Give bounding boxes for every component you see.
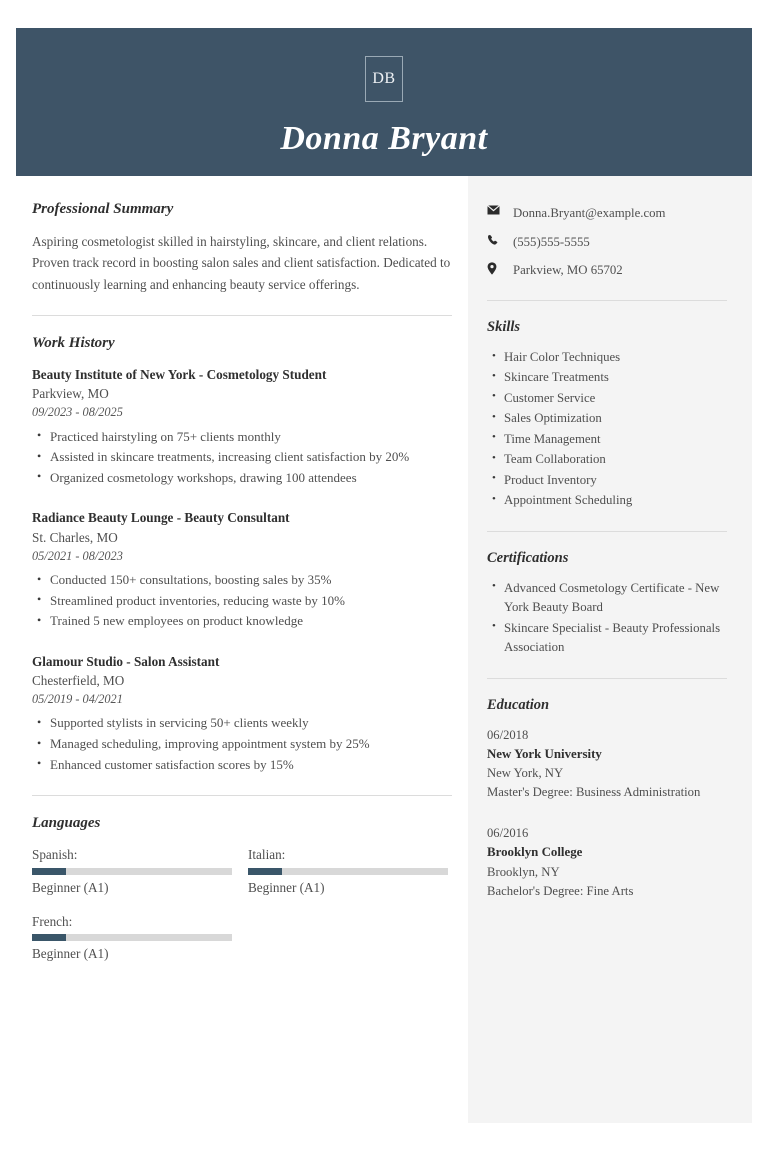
certification-item: • Skincare Specialist - Beauty Professionals Association — [504, 619, 727, 658]
education-degree: Master's Degree: Business Administration — [487, 785, 701, 800]
skill-item: • Time Management — [504, 430, 727, 449]
job-location: Parkview, MO — [32, 386, 109, 402]
job-location: St. Charles, MO — [32, 529, 118, 545]
skill-item: • Skincare Treatments — [504, 368, 727, 387]
main-column — [32, 200, 452, 978]
sidebar-content — [487, 204, 727, 901]
certifications-list — [487, 579, 727, 658]
language-name: Italian: — [248, 847, 286, 863]
section-title-skills: Skills — [487, 318, 521, 335]
education-item — [487, 824, 727, 900]
envelope-icon — [487, 204, 507, 215]
divider — [32, 315, 452, 316]
skill-item: • Appointment Scheduling — [504, 491, 727, 510]
language-item — [32, 912, 232, 965]
contact-phone-row — [487, 233, 727, 252]
page-title: Donna Bryant — [280, 120, 488, 157]
job-bullet: • Managed scheduling, improving appointment system by 25% — [50, 734, 452, 755]
job-bullet-list — [32, 713, 452, 775]
sidebar-divider — [487, 678, 727, 679]
job-dates: 05/2019 - 04/2021 — [32, 692, 123, 707]
job-title: Beauty Institute of New York - Cosmetology Student — [32, 367, 327, 383]
language-progress-track — [32, 934, 232, 941]
skill-item: • Team Collaboration — [504, 450, 727, 469]
section-title-certifications: Certifications — [487, 549, 569, 566]
job-bullet: • Streamlined product inventories, reducing waste by 10% — [50, 591, 452, 612]
contact-address: Parkview, MO 65702 — [513, 263, 623, 278]
job-dates: 09/2023 - 08/2025 — [32, 405, 123, 420]
education-item — [487, 726, 727, 802]
language-item — [248, 845, 448, 898]
section-skills — [487, 319, 727, 511]
phone-icon — [487, 233, 507, 246]
skill-item: • Sales Optimization — [504, 409, 727, 428]
sidebar-divider — [487, 531, 727, 532]
section-contact — [487, 204, 727, 280]
job-bullet: • Practiced hairstyling on 75+ clients monthly — [50, 427, 452, 448]
contact-email: Donna.Bryant@example.com — [513, 206, 666, 220]
skill-item: • Hair Color Techniques — [504, 348, 727, 367]
section-title-education: Education — [487, 696, 550, 713]
job-bullet: • Enhanced customer satisfaction scores by 15% — [50, 755, 452, 776]
job-bullet: • Trained 5 new employees on product knowledge — [50, 611, 452, 632]
work-history-item — [32, 508, 452, 631]
resume-header — [16, 28, 752, 176]
job-title: Radiance Beauty Lounge - Beauty Consultant — [32, 510, 290, 526]
language-level: Beginner (A1) — [32, 879, 109, 895]
language-name: French: — [32, 913, 73, 929]
education-location: Brooklyn, NY — [487, 864, 560, 879]
job-bullet-list — [32, 570, 452, 632]
professional-summary-text: Aspiring cosmetologist skilled in hairstyling, skincare, and client relations. Proven track record in boosting salon sales and client satisfaction. Dedicated to continuously learning and enhancing beauty service offerings. — [32, 234, 451, 292]
language-progress-track — [32, 868, 232, 875]
work-history-item — [32, 652, 452, 775]
section-professional-summary — [32, 200, 452, 295]
education-school: New York University — [487, 746, 602, 761]
language-progress-fill — [32, 934, 66, 941]
contact-phone: (555)555-5555 — [513, 234, 590, 249]
job-bullet: • Supported stylists in servicing 50+ clients weekly — [50, 713, 452, 734]
contact-email-row — [487, 204, 727, 223]
job-location: Chesterfield, MO — [32, 672, 125, 688]
job-title: Glamour Studio - Salon Assistant — [32, 653, 220, 669]
job-bullet: • Organized cosmetology workshops, drawing 100 attendees — [50, 468, 452, 489]
location-pin-icon — [487, 261, 507, 275]
skill-item: • Customer Service — [504, 389, 727, 408]
language-level: Beginner (A1) — [248, 879, 325, 895]
language-level: Beginner (A1) — [32, 946, 109, 962]
section-title-professional-summary: Professional Summary — [32, 201, 174, 217]
job-dates: 05/2021 - 08/2023 — [32, 548, 123, 563]
job-bullet: • Conducted 150+ consultations, boosting sales by 35% — [50, 570, 452, 591]
language-progress-fill — [32, 868, 66, 875]
section-languages — [32, 814, 452, 978]
education-degree: Bachelor's Degree: Fine Arts — [487, 883, 634, 898]
job-bullet: • Assisted in skincare treatments, increasing client satisfaction by 20% — [50, 447, 452, 468]
education-location: New York, NY — [487, 766, 564, 781]
languages-grid — [32, 845, 452, 978]
certification-item: • Advanced Cosmetology Certificate - New York Beauty Board — [504, 579, 727, 618]
section-certifications — [487, 550, 727, 658]
job-bullet-list — [32, 427, 452, 489]
section-work-history — [32, 334, 452, 775]
education-date: 06/2018 — [487, 728, 529, 743]
education-date: 06/2016 — [487, 826, 529, 841]
language-progress-track — [248, 868, 448, 875]
language-item — [32, 845, 232, 898]
skill-item: • Product Inventory — [504, 471, 727, 490]
education-school: Brooklyn College — [487, 845, 583, 860]
section-title-work-history: Work History — [32, 335, 115, 352]
language-progress-fill — [248, 868, 282, 875]
divider — [32, 795, 452, 796]
monogram-box — [365, 56, 403, 102]
skills-list — [487, 348, 727, 511]
sidebar-divider — [487, 300, 727, 301]
section-title-languages: Languages — [32, 815, 101, 832]
language-name: Spanish: — [32, 847, 78, 863]
contact-address-row — [487, 261, 727, 280]
monogram-initials: DB — [372, 70, 396, 87]
section-education — [487, 697, 727, 901]
work-history-item — [32, 365, 452, 488]
sidebar — [468, 176, 752, 1123]
